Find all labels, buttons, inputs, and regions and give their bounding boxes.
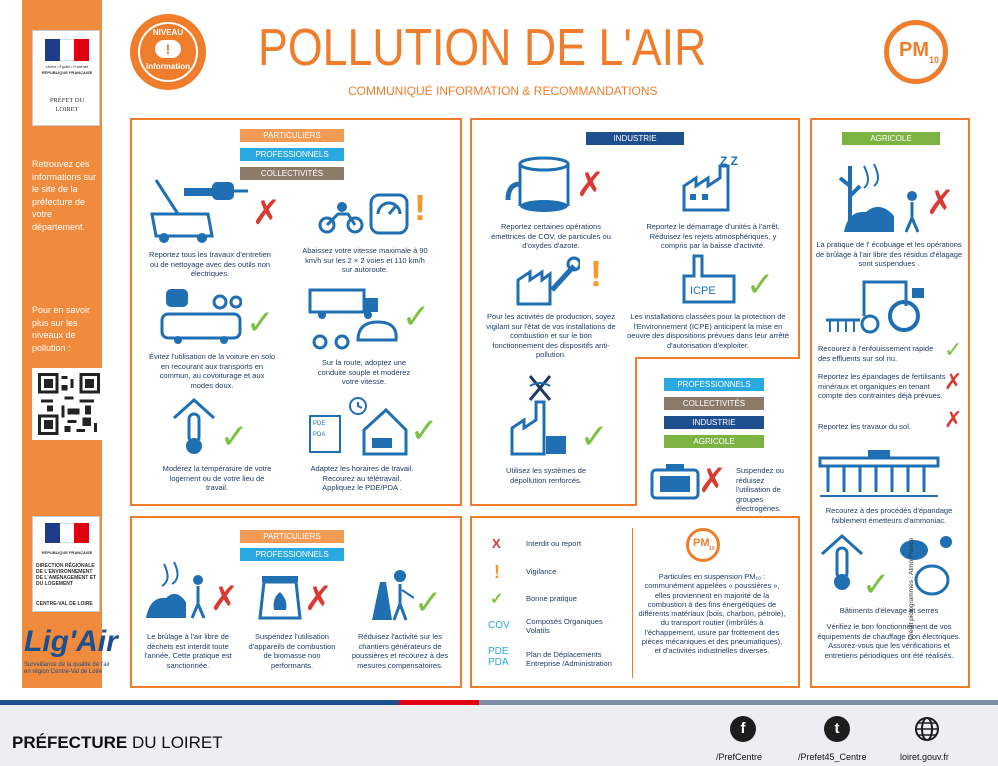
qr-code[interactable] — [32, 368, 106, 440]
storage-tank-icon — [504, 156, 572, 214]
good-practice-mark: ✓ — [862, 565, 891, 605]
facebook-icon[interactable]: f — [730, 716, 756, 742]
tag-professionnels: PROFESSIONNELS — [664, 378, 764, 391]
twitter-icon[interactable]: t — [824, 716, 850, 742]
good-practice-mark: ✓ — [580, 417, 609, 457]
item-text: Recourez à des procédés d'épandage faiblement émetteurs d'ammoniac. — [825, 506, 953, 525]
legend-pm10-sub: 10 — [709, 546, 715, 552]
pm10-main: PM — [899, 39, 929, 61]
item-text: Le brûlage à l'air libre de déchets est interdit toute l'année. Cette pratique est sanctionnée. — [144, 632, 232, 670]
vigilance-mark: ! — [590, 253, 602, 294]
prefet-line1: PRÉFET DU — [49, 97, 85, 104]
burning-waste-icon — [142, 560, 208, 620]
tag-professionnels: PROFESSIONNELS — [240, 548, 344, 561]
item-text: Recourez à l'enfouissement rapide des effluents sur sol nu. — [818, 344, 934, 363]
item-text: Les installations classées pour la protection de l'Environnement (ICPE) anticipent la mise en oeuvre des dispositions prévues dans leur arrêté d'autorisation d'exploiter. — [627, 312, 789, 350]
legend-label: Bonne pratique — [526, 594, 577, 603]
item-text: Adaptez les horaires de travail. Recourez au télétravail. Appliquez le PDE/PDA . — [310, 464, 414, 492]
good-practice-mark: ✓ — [414, 583, 443, 623]
ligair-logo: Lig'Air — [24, 625, 118, 658]
page-title: POLLUTION DE L'AIR — [258, 19, 707, 77]
item-text: Utilisez les systèmes de dépollution renforcés. — [505, 466, 587, 485]
dreal-republique: RÉPUBLIQUE FRANÇAISE — [41, 550, 93, 555]
ligair-tagline: Surveillance de la qualité de l'air en région Centre-Val de Loire — [24, 662, 110, 675]
item-text: Reportez le démarrage d'unités à l'arrêt. Réduisez les rejets atmosphériques, y compris par la baisse d'activité. — [646, 222, 780, 250]
tag-particuliers: PARTICULIERS — [240, 530, 344, 543]
legend-divider — [632, 528, 633, 678]
truck-car-icon — [308, 288, 398, 352]
forbidden-mark: ✗ — [252, 193, 281, 233]
legend-label: Composés Organiques Volatils — [526, 617, 603, 635]
generator-icon — [650, 462, 700, 502]
item-text: Abaissez votre vitesse maximale à 90 km/h sur les 2 × 2 voies et 110 km/h sur autoroute. — [302, 246, 428, 274]
prefet-line2: LOIRET — [55, 106, 79, 113]
pm10-sub: 10 — [929, 55, 940, 65]
dreal-region: CENTRE-VAL DE LOIRE — [36, 601, 93, 607]
good-practice-mark: ✓ — [944, 338, 963, 363]
item-text: Reportez certaines opérations émettrices de COV, de particules ou d'oxydes d'azote. — [491, 222, 611, 250]
burning-tree-icon — [838, 156, 930, 234]
tag-agricole: AGRICOLE — [664, 435, 764, 448]
legend-pm10-main: PM — [693, 537, 710, 549]
sidebar-more-text: Pour en savoir plus sur les niveaux de pollution : — [32, 305, 91, 353]
pda-label: PDA — [313, 432, 326, 438]
pde-label: PDE — [313, 421, 326, 427]
good-practice-mark: ✓ — [402, 297, 431, 337]
item-text: Modérez la température de votre logement ou de votre lieu de travail. — [162, 464, 272, 492]
page-subtitle: COMMUNIQUÉ INFORMATION & RECOMMANDATIONS — [348, 84, 658, 98]
public-transport-icon — [160, 286, 242, 346]
tag-industrie: INDUSTRIE — [586, 132, 684, 145]
legend-good-practice-icon: ✓ — [490, 591, 504, 608]
item-text: Bâtiments d'élevage et serres — [839, 606, 939, 615]
item-text: Sur la route, adoptez une conduite souple et modérez votre vitesse. — [317, 358, 411, 386]
footer-prefecture-rest: DU LOIRET — [127, 733, 223, 752]
tag-collectivites: COLLECTIVITÉS — [240, 167, 344, 180]
good-practice-mark: ✓ — [410, 411, 439, 451]
tag-agricole: AGRICOLE — [842, 132, 940, 145]
legend-label: Vigilance — [526, 567, 557, 576]
footer-prefecture-bold: PRÉFECTURE — [12, 733, 128, 752]
depollution-factory-icon — [510, 372, 570, 456]
tag-particuliers: PARTICULIERS — [240, 129, 344, 142]
forbidden-mark: ✗ — [698, 461, 727, 501]
alert-cloud-icon: ! — [155, 40, 181, 58]
good-practice-mark: ✓ — [746, 265, 775, 305]
spreader-icon — [818, 448, 940, 500]
republique-name: RÉPUBLIQUE FRANÇAISE — [41, 70, 93, 75]
item-text: Reportez les épandages de fertilisants minéraux et organiques en tenant compte des contraintes déjà prévues. — [818, 372, 946, 400]
republique-motto: Liberté • Égalité • Fraternité — [45, 65, 89, 69]
footer-prefecture — [12, 733, 223, 753]
twitter-link[interactable]: /Prefet45_Centre — [798, 752, 867, 762]
vigilance-mark: ! — [414, 187, 426, 228]
item-text: Réduisez l'activité sur les chantiers générateurs de poussières et recourez à des mesures compensatoires. — [351, 632, 449, 670]
item-text: Évitez l'utilisation de la voiture en solo en recourant aux transports en commun, au covoiturage et aux modes doux. — [148, 352, 276, 390]
item-text: Suspendez l'utilisation d'appareils de combustion de biomasse non performants. — [248, 632, 336, 670]
forbidden-mark: ✗ — [304, 579, 333, 619]
dreal-direction: DIRECTION RÉGIONALE DE L'ENVIRONNEMENT DE L'AMÉNAGEMENT ET DU LOGEMENT — [36, 563, 97, 587]
forbidden-mark: ✗ — [944, 370, 963, 395]
item-text: Vérifiez le bon fonctionnement de vos équipements de chauffage non électriques. Assurez-vous que les vérifications et entretiens périodiques ont été réalisés. — [817, 622, 961, 660]
factory-wrench-icon — [516, 256, 580, 306]
forbidden-mark: ✗ — [210, 579, 239, 619]
thermometer-house-icon — [172, 398, 216, 456]
website-link[interactable]: loiret.gouv.fr — [900, 752, 949, 762]
sidebar-info-text: Retrouvez ces informations sur le site de la préfecture de votre département. — [32, 159, 97, 232]
niveau-badge-line2: information — [146, 62, 190, 71]
tag-collectivites: COLLECTIVITÉS — [664, 397, 764, 410]
icpe-label: ICPE — [690, 285, 716, 297]
facebook-link[interactable]: /PrefCentre — [716, 752, 763, 762]
legend-pde-abbr: PDE PDA — [488, 646, 509, 668]
tag-professionnels: PROFESSIONNELS — [240, 148, 344, 161]
motorcycle-icon — [318, 200, 364, 234]
prefet-logo — [32, 30, 100, 126]
legend-label: Plan de Déplacements Entreprise /Administration — [526, 650, 612, 668]
credit-text: Crédit pictogrammes : Atmo France — [908, 537, 915, 640]
sleep-label: Z Z — [720, 154, 738, 168]
good-practice-mark: ✓ — [246, 303, 275, 343]
niveau-badge-line1: NIVEAU — [152, 28, 184, 37]
legend-pm10-badge — [686, 528, 720, 562]
item-text: Pour les activités de production, soyez vigilant sur l'état de vos installations de combustion et sur le bon fonctionnement des dispositifs anti-pollution. — [486, 312, 616, 359]
wood-stove-icon — [258, 574, 302, 622]
footer-stripes — [0, 700, 998, 705]
legend-cov-abbr: COV — [488, 620, 510, 631]
good-practice-mark: ✓ — [220, 417, 249, 457]
forbidden-mark: ✗ — [926, 183, 955, 223]
globe-icon[interactable] — [914, 716, 940, 742]
speedometer-icon — [368, 192, 410, 236]
generator-text: Suspendez ou réduisez l'utilisation de groupes électrogènes. — [736, 466, 784, 513]
legend-forbidden-icon: X — [492, 536, 501, 551]
item-text: La pratique de l' écobuage et les opérations de brûlage à l'air libre des résidus d'élagage sont suspendues . — [815, 240, 963, 268]
legend-vigilance-icon: ! — [494, 562, 500, 582]
tractor-plow-icon — [824, 276, 934, 336]
niveau-badge — [130, 14, 206, 90]
tag-industrie: INDUSTRIE — [664, 416, 764, 429]
lawnmower-blower-icon — [148, 178, 248, 244]
pm10-description: Particules en suspension PM₁₀ : communément appelées « poussières », elles proviennent en majorité de la combustion à des fins énergétiques de différents matériaux (bois, charbon, pétrole), du transport routier (imbrûlés à l'échappement, usure par frottement des pièces mécaniques et des pneumatiques), et d'activités industrielles diverses. — [638, 572, 786, 656]
construction-site-icon — [362, 568, 414, 622]
forbidden-mark: ✗ — [576, 165, 605, 205]
dreal-logo — [32, 516, 100, 612]
item-text: Reportez tous les travaux d'entretien ou de nettoyage avec des outils non électriques. — [149, 250, 271, 278]
legend-label: Interdit ou report — [526, 539, 582, 548]
item-text: Reportez les travaux du sol. — [818, 422, 911, 431]
forbidden-mark: ✗ — [944, 408, 963, 433]
pm10-badge — [884, 20, 948, 84]
